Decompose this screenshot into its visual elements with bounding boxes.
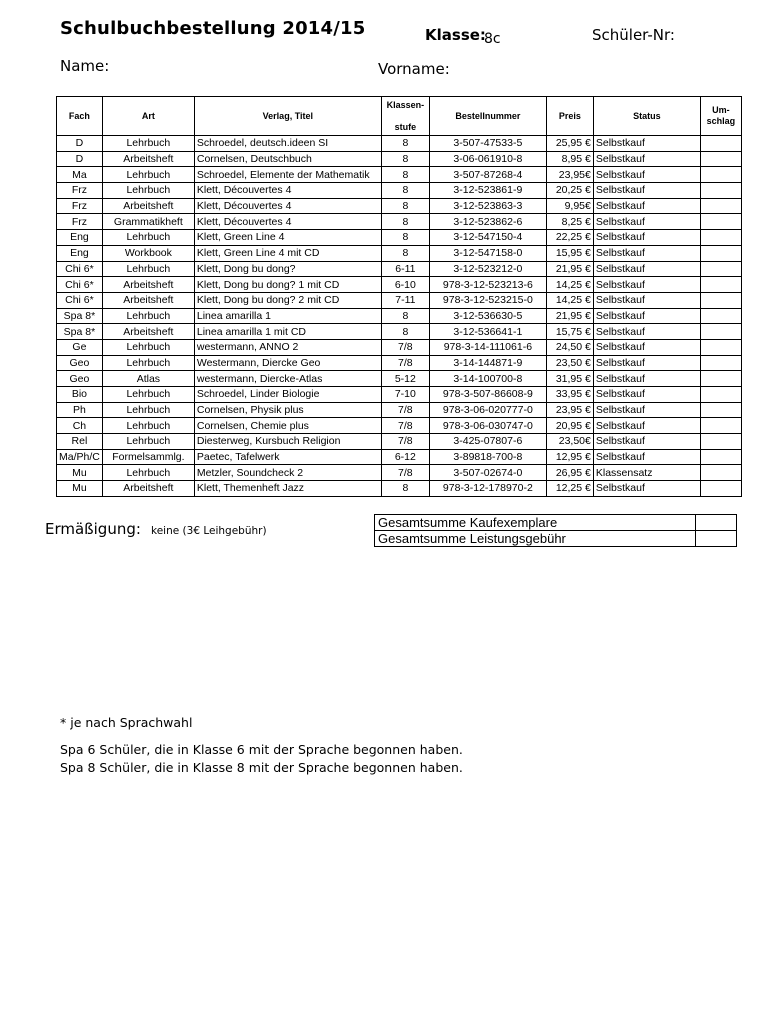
header-umschlag-line1: Um-	[712, 105, 730, 115]
summary-row-leistung	[375, 531, 737, 547]
cell-bestellnummer: 978-3-14-111061-6	[429, 339, 546, 355]
table-row	[57, 308, 742, 324]
cell-klassenstufe: 7/8	[381, 339, 429, 355]
cell-art: Lehrbuch	[102, 465, 194, 481]
cell-preis: 31,95 €	[546, 371, 593, 387]
table-header-row	[57, 97, 742, 136]
cell-fach: Mu	[57, 481, 103, 497]
cell-preis: 15,95 €	[546, 245, 593, 261]
cell-bestellnummer: 978-3-12-178970-2	[429, 481, 546, 497]
summary-table	[374, 514, 737, 547]
cell-art: Lehrbuch	[102, 230, 194, 246]
table-row	[57, 261, 742, 277]
cell-verlag-titel: Klett, Découvertes 4	[194, 214, 381, 230]
summary-kauf-value[interactable]	[696, 515, 737, 531]
cell-verlag-titel: Schroedel, Elemente der Mathematik	[194, 167, 381, 183]
cell-klassenstufe: 8	[381, 214, 429, 230]
cell-status: Selbstkauf	[593, 214, 700, 230]
header-umschlag-line2: schlag	[706, 116, 736, 126]
cell-bestellnummer: 3-507-47533-5	[429, 136, 546, 152]
cell-status: Selbstkauf	[593, 198, 700, 214]
header-klassenstufe	[381, 97, 429, 136]
cell-klassenstufe: 8	[381, 324, 429, 340]
cell-fach: D	[57, 136, 103, 152]
cell-preis: 15,75 €	[546, 324, 593, 340]
cell-klassenstufe: 8	[381, 167, 429, 183]
cell-klassenstufe: 8	[381, 198, 429, 214]
cell-status: Selbstkauf	[593, 355, 700, 371]
cell-verlag-titel: Metzler, Soundcheck 2	[194, 465, 381, 481]
cell-fach: Bio	[57, 387, 103, 403]
summary-leistung-label: Gesamtsumme Leistungsgebühr	[375, 531, 696, 547]
cell-status: Selbstkauf	[593, 324, 700, 340]
cell-bestellnummer: 978-3-507-86608-9	[429, 387, 546, 403]
cell-bestellnummer: 3-12-536630-5	[429, 308, 546, 324]
table-row	[57, 214, 742, 230]
cell-umschlag[interactable]	[700, 449, 741, 465]
cell-art: Grammatikheft	[102, 214, 194, 230]
cell-art: Formelsammlg.	[102, 449, 194, 465]
cell-bestellnummer: 3-507-02674-0	[429, 465, 546, 481]
header-art: Art	[102, 97, 194, 136]
cell-fach: Rel	[57, 434, 103, 450]
cell-umschlag[interactable]	[700, 402, 741, 418]
page-title: Schulbuchbestellung 2014/15	[60, 18, 366, 39]
cell-verlag-titel: Cornelsen, Chemie plus	[194, 418, 381, 434]
cell-art: Arbeitsheft	[102, 151, 194, 167]
cell-verlag-titel: Cornelsen, Physik plus	[194, 402, 381, 418]
table-row	[57, 355, 742, 371]
table-row	[57, 371, 742, 387]
cell-fach: Ge	[57, 339, 103, 355]
cell-fach: Chi 6*	[57, 277, 103, 293]
cell-bestellnummer: 3-507-87268-4	[429, 167, 546, 183]
cell-status: Selbstkauf	[593, 167, 700, 183]
cell-klassenstufe: 7/8	[381, 465, 429, 481]
cell-verlag-titel: Paetec, Tafelwerk	[194, 449, 381, 465]
cell-umschlag[interactable]	[700, 292, 741, 308]
cell-klassenstufe: 8	[381, 481, 429, 497]
cell-status: Selbstkauf	[593, 481, 700, 497]
cell-verlag-titel: Cornelsen, Deutschbuch	[194, 151, 381, 167]
cell-bestellnummer: 3-12-536641-1	[429, 324, 546, 340]
cell-umschlag[interactable]	[700, 151, 741, 167]
cell-art: Atlas	[102, 371, 194, 387]
cell-status: Selbstkauf	[593, 371, 700, 387]
summary-leistung-value[interactable]	[696, 531, 737, 547]
header-umschlag	[700, 97, 741, 136]
cell-status: Selbstkauf	[593, 136, 700, 152]
cell-bestellnummer: 978-3-12-523213-6	[429, 277, 546, 293]
cell-klassenstufe: 7/8	[381, 355, 429, 371]
table-row	[57, 402, 742, 418]
cell-verlag-titel: Schroedel, Linder Biologie	[194, 387, 381, 403]
cell-klassenstufe: 8	[381, 151, 429, 167]
cell-status: Selbstkauf	[593, 418, 700, 434]
cell-fach: Frz	[57, 214, 103, 230]
cell-bestellnummer: 978-3-12-523215-0	[429, 292, 546, 308]
cell-art: Lehrbuch	[102, 402, 194, 418]
cell-bestellnummer: 3-12-547158-0	[429, 245, 546, 261]
cell-bestellnummer: 978-3-06-030747-0	[429, 418, 546, 434]
cell-klassenstufe: 7/8	[381, 434, 429, 450]
cell-art: Lehrbuch	[102, 387, 194, 403]
cell-umschlag[interactable]	[700, 198, 741, 214]
cell-umschlag[interactable]	[700, 387, 741, 403]
cell-verlag-titel: Klett, Green Line 4	[194, 230, 381, 246]
cell-status: Selbstkauf	[593, 183, 700, 199]
cell-fach: Spa 8*	[57, 308, 103, 324]
cell-status: Selbstkauf	[593, 230, 700, 246]
cell-fach: Geo	[57, 371, 103, 387]
table-row	[57, 434, 742, 450]
table-row	[57, 167, 742, 183]
cell-bestellnummer: 3-14-144871-9	[429, 355, 546, 371]
cell-preis: 9,95€	[546, 198, 593, 214]
cell-preis: 33,95 €	[546, 387, 593, 403]
cell-klassenstufe: 7/8	[381, 418, 429, 434]
cell-preis: 23,95 €	[546, 402, 593, 418]
cell-art: Arbeitsheft	[102, 292, 194, 308]
cell-fach: Ch	[57, 418, 103, 434]
cell-art: Lehrbuch	[102, 339, 194, 355]
cell-verlag-titel: Linea amarilla 1 mit CD	[194, 324, 381, 340]
table-row	[57, 465, 742, 481]
cell-status: Selbstkauf	[593, 245, 700, 261]
cell-verlag-titel: westermann, Diercke-Atlas	[194, 371, 381, 387]
cell-preis: 26,95 €	[546, 465, 593, 481]
cell-fach: Spa 8*	[57, 324, 103, 340]
cell-preis: 23,50€	[546, 434, 593, 450]
cell-status: Selbstkauf	[593, 308, 700, 324]
cell-verlag-titel: Klett, Dong bu dong? 2 mit CD	[194, 292, 381, 308]
cell-verlag-titel: Klett, Dong bu dong?	[194, 261, 381, 277]
cell-status: Selbstkauf	[593, 434, 700, 450]
cell-art: Workbook	[102, 245, 194, 261]
cell-preis: 23,95€	[546, 167, 593, 183]
cell-preis: 20,25 €	[546, 183, 593, 199]
cell-verlag-titel: Diesterweg, Kursbuch Religion	[194, 434, 381, 450]
cell-art: Lehrbuch	[102, 308, 194, 324]
cell-fach: Frz	[57, 183, 103, 199]
vorname-label: Vorname:	[378, 60, 450, 78]
ermaessigung-label: Ermäßigung:	[45, 520, 141, 538]
table-row	[57, 481, 742, 497]
header-verlag-titel: Verlag, Titel	[194, 97, 381, 136]
cell-umschlag[interactable]	[700, 245, 741, 261]
cell-bestellnummer: 3-12-523212-0	[429, 261, 546, 277]
table-row	[57, 183, 742, 199]
cell-bestellnummer: 3-12-523863-3	[429, 198, 546, 214]
header-preis: Preis	[546, 97, 593, 136]
cell-verlag-titel: Klett, Dong bu dong? 1 mit CD	[194, 277, 381, 293]
cell-bestellnummer: 3-06-061910-8	[429, 151, 546, 167]
cell-art: Lehrbuch	[102, 136, 194, 152]
footnote-spa6: Spa 6 Schüler, die in Klasse 6 mit der Sprache begonnen haben.	[60, 742, 463, 757]
cell-fach: D	[57, 151, 103, 167]
cell-umschlag[interactable]	[700, 261, 741, 277]
cell-status: Selbstkauf	[593, 261, 700, 277]
summary-kauf-label: Gesamtsumme Kaufexemplare	[375, 515, 696, 531]
klasse-value: 8c	[484, 31, 501, 47]
cell-klassenstufe: 6-10	[381, 277, 429, 293]
cell-preis: 12,95 €	[546, 449, 593, 465]
cell-umschlag[interactable]	[700, 183, 741, 199]
cell-preis: 8,25 €	[546, 214, 593, 230]
cell-klassenstufe: 8	[381, 245, 429, 261]
cell-bestellnummer: 3-12-523861-9	[429, 183, 546, 199]
cell-preis: 24,50 €	[546, 339, 593, 355]
cell-verlag-titel: Schroedel, deutsch.ideen SI	[194, 136, 381, 152]
schueler-nr-label: Schüler-Nr:	[592, 26, 675, 44]
cell-bestellnummer: 3-12-523862-6	[429, 214, 546, 230]
cell-preis: 12,25 €	[546, 481, 593, 497]
cell-art: Lehrbuch	[102, 183, 194, 199]
cell-klassenstufe: 8	[381, 308, 429, 324]
cell-umschlag[interactable]	[700, 418, 741, 434]
cell-art: Arbeitsheft	[102, 277, 194, 293]
cell-status: Selbstkauf	[593, 292, 700, 308]
cell-status: Klassensatz	[593, 465, 700, 481]
cell-art: Lehrbuch	[102, 434, 194, 450]
footnote-sprachwahl: * je nach Sprachwahl	[60, 715, 193, 730]
cell-klassenstufe: 6-12	[381, 449, 429, 465]
table-row	[57, 292, 742, 308]
footnote-spa8: Spa 8 Schüler, die in Klasse 8 mit der Sprache begonnen haben.	[60, 760, 463, 775]
cell-fach: Ma	[57, 167, 103, 183]
table-row	[57, 245, 742, 261]
cell-preis: 21,95 €	[546, 261, 593, 277]
cell-art: Lehrbuch	[102, 261, 194, 277]
cell-fach: Chi 6*	[57, 261, 103, 277]
ermaessigung-value: keine (3€ Leihgebühr)	[151, 525, 267, 537]
klasse-label: Klasse:	[425, 26, 486, 44]
cell-fach: Eng	[57, 230, 103, 246]
cell-art: Lehrbuch	[102, 355, 194, 371]
cell-fach: Geo	[57, 355, 103, 371]
cell-preis: 14,25 €	[546, 277, 593, 293]
cell-fach: Chi 6*	[57, 292, 103, 308]
cell-status: Selbstkauf	[593, 339, 700, 355]
cell-fach: Ma/Ph/C	[57, 449, 103, 465]
header-status: Status	[593, 97, 700, 136]
cell-bestellnummer: 3-14-100700-8	[429, 371, 546, 387]
cell-status: Selbstkauf	[593, 277, 700, 293]
cell-verlag-titel: Klett, Green Line 4 mit CD	[194, 245, 381, 261]
table-row	[57, 136, 742, 152]
cell-umschlag[interactable]	[700, 339, 741, 355]
header-fach: Fach	[57, 97, 103, 136]
cell-umschlag[interactable]	[700, 434, 741, 450]
cell-preis: 21,95 €	[546, 308, 593, 324]
table-row	[57, 418, 742, 434]
cell-umschlag[interactable]	[700, 308, 741, 324]
cell-klassenstufe: 5-12	[381, 371, 429, 387]
table-row	[57, 324, 742, 340]
cell-preis: 22,25 €	[546, 230, 593, 246]
cell-art: Lehrbuch	[102, 167, 194, 183]
cell-klassenstufe: 7/8	[381, 402, 429, 418]
cell-verlag-titel: Klett, Themenheft Jazz	[194, 481, 381, 497]
table-row	[57, 230, 742, 246]
header-klassenstufe-line2: stufe	[394, 121, 417, 132]
cell-umschlag[interactable]	[700, 324, 741, 340]
cell-klassenstufe: 6-11	[381, 261, 429, 277]
cell-bestellnummer: 3-12-547150-4	[429, 230, 546, 246]
cell-verlag-titel: Linea amarilla 1	[194, 308, 381, 324]
cell-klassenstufe: 7-11	[381, 292, 429, 308]
cell-status: Selbstkauf	[593, 387, 700, 403]
cell-preis: 14,25 €	[546, 292, 593, 308]
cell-klassenstufe: 8	[381, 136, 429, 152]
cell-umschlag[interactable]	[700, 136, 741, 152]
cell-art: Arbeitsheft	[102, 198, 194, 214]
cell-klassenstufe: 8	[381, 230, 429, 246]
cell-fach: Mu	[57, 465, 103, 481]
cell-umschlag[interactable]	[700, 277, 741, 293]
book-order-table	[56, 96, 742, 497]
name-label: Name:	[60, 57, 110, 75]
cell-klassenstufe: 8	[381, 183, 429, 199]
cell-bestellnummer: 978-3-06-020777-0	[429, 402, 546, 418]
table-row	[57, 387, 742, 403]
cell-status: Selbstkauf	[593, 449, 700, 465]
cell-art: Arbeitsheft	[102, 481, 194, 497]
summary-row-kauf	[375, 515, 737, 531]
table-row	[57, 198, 742, 214]
cell-preis: 25,95 €	[546, 136, 593, 152]
table-row	[57, 339, 742, 355]
cell-status: Selbstkauf	[593, 402, 700, 418]
cell-umschlag[interactable]	[700, 214, 741, 230]
cell-status: Selbstkauf	[593, 151, 700, 167]
cell-umschlag[interactable]	[700, 371, 741, 387]
cell-fach: Frz	[57, 198, 103, 214]
cell-preis: 23,50 €	[546, 355, 593, 371]
table-row	[57, 151, 742, 167]
table-row	[57, 449, 742, 465]
cell-fach: Ph	[57, 402, 103, 418]
header-bestellnummer: Bestellnummer	[429, 97, 546, 136]
cell-art: Arbeitsheft	[102, 324, 194, 340]
table-row	[57, 277, 742, 293]
cell-umschlag[interactable]	[700, 481, 741, 497]
cell-umschlag[interactable]	[700, 230, 741, 246]
cell-preis: 20,95 €	[546, 418, 593, 434]
cell-klassenstufe: 7-10	[381, 387, 429, 403]
header-klassenstufe-line1: Klassen-	[386, 99, 425, 110]
cell-fach: Eng	[57, 245, 103, 261]
cell-verlag-titel: Klett, Découvertes 4	[194, 198, 381, 214]
cell-bestellnummer: 3-89818-700-8	[429, 449, 546, 465]
cell-verlag-titel: westermann, ANNO 2	[194, 339, 381, 355]
cell-preis: 8,95 €	[546, 151, 593, 167]
cell-umschlag[interactable]	[700, 355, 741, 371]
cell-verlag-titel: Klett, Découvertes 4	[194, 183, 381, 199]
cell-art: Lehrbuch	[102, 418, 194, 434]
cell-umschlag[interactable]	[700, 465, 741, 481]
cell-umschlag[interactable]	[700, 167, 741, 183]
cell-verlag-titel: Westermann, Diercke Geo	[194, 355, 381, 371]
cell-bestellnummer: 3-425-07807-6	[429, 434, 546, 450]
